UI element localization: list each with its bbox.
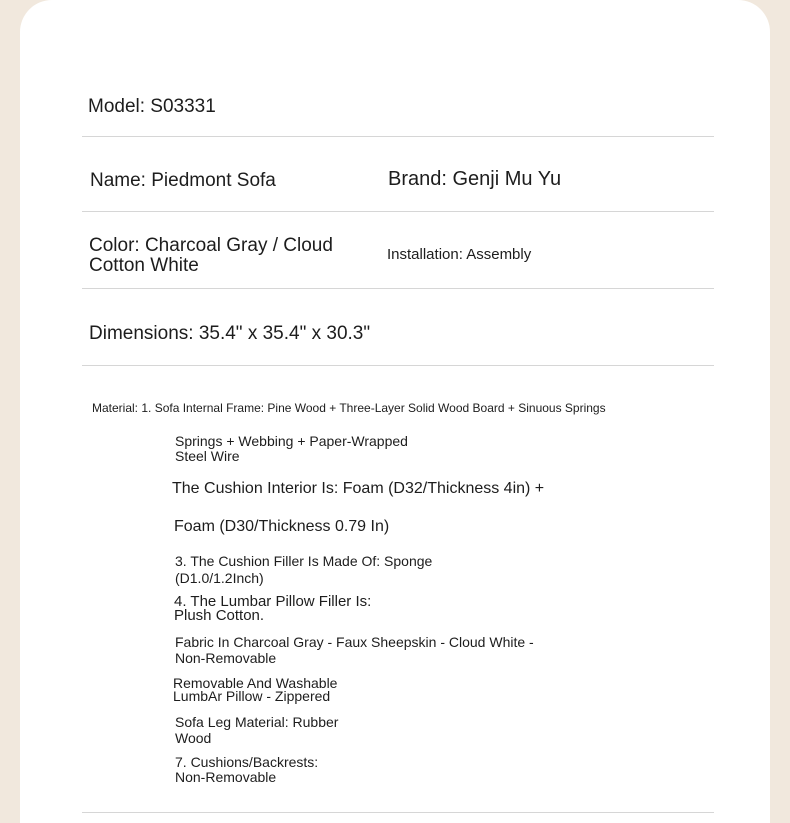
material-line	[173, 677, 337, 703]
material-line	[175, 634, 534, 666]
divider	[82, 812, 714, 813]
material-line-text: Springs + Webbing + Paper-Wrapped	[175, 433, 408, 449]
material-line	[175, 755, 318, 785]
dimensions-label: Dimensions: 35.4" x 35.4" x 30.3"	[89, 323, 371, 344]
material-line-text: Non-Removable	[175, 650, 277, 666]
name-label: Name: Piedmont Sofa	[90, 170, 276, 191]
brand-label: Brand: Genji Mu Yu	[388, 168, 562, 190]
material-line	[174, 595, 371, 623]
material-line-text: Non-Removable	[175, 769, 277, 785]
material-line	[175, 553, 432, 587]
material-line-text: 7. Cushions/Backrests:	[175, 754, 319, 770]
material-line	[175, 714, 338, 746]
material-heading: Material: 1. Sofa Internal Frame: Pine Wood + Three-Layer Solid Wood Board + Sinuous Springs	[92, 401, 606, 415]
color-label-line2: Cotton White	[89, 255, 199, 276]
material-line-text: (D1.0/1.2Inch)	[175, 570, 264, 586]
material-line-text: Wood	[175, 730, 212, 746]
material-line-text: Plush Cotton.	[174, 607, 265, 624]
material-line-text: 4. The Lumbar Pillow Filler Is:	[174, 593, 372, 610]
model-label: Model: S03331	[88, 96, 216, 117]
material-line	[175, 434, 408, 464]
material-line-text: Fabric In Charcoal Gray - Faux Sheepskin - Cloud White -	[175, 634, 534, 650]
material-line-text: Removable And Washable	[173, 675, 338, 691]
material-line-text: LumbAr Pillow - Zippered	[173, 688, 331, 704]
divider	[82, 211, 714, 212]
divider	[82, 288, 714, 289]
material-line-text: 3. The Cushion Filler Is Made Of: Sponge	[175, 553, 433, 569]
material-line: The Cushion Interior Is: Foam (D32/Thickness 4in) +	[172, 480, 545, 497]
material-line-text: Steel Wire	[175, 448, 240, 464]
installation-label: Installation: Assembly	[387, 246, 532, 263]
material-line-text: Sofa Leg Material: Rubber	[175, 714, 339, 730]
divider	[82, 136, 714, 137]
color-label-line1: Color: Charcoal Gray / Cloud	[89, 235, 333, 256]
divider	[82, 365, 714, 366]
material-line: Foam (D30/Thickness 0.79 In)	[174, 518, 390, 535]
